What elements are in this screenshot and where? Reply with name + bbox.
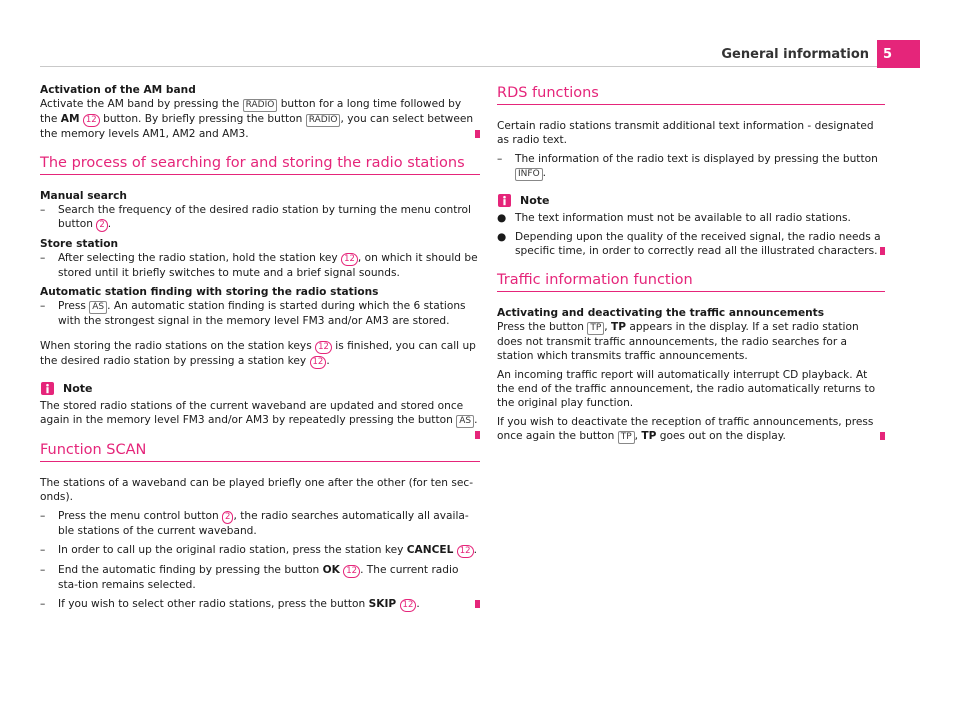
info-icon	[497, 193, 512, 208]
menu-control-ref: 2	[96, 219, 107, 232]
list-item: – After selecting the radio station, hold the station key 12 , on which it should be stored until it briefly switches to mute and a brief signal sounds.	[40, 252, 478, 279]
tp-key: TP	[587, 322, 604, 335]
list-item: – In order to call up the original radio station, press the station key CANCEL 12 .	[40, 544, 477, 556]
list-item: – End the automatic finding by pressing the button OK 12 . The current radio sta-tion remains selected.	[40, 564, 459, 591]
list-item: – If you wish to select other radio stations, press the button SKIP 12 .	[40, 597, 480, 612]
list-item: ● Depending upon the quality of the received signal, the radio needs a specific time, in order to correctly read all the illustrated characters.	[497, 230, 885, 258]
info-icon	[40, 381, 55, 396]
section-end-mark	[880, 247, 885, 255]
list-item: – Search the frequency of the desired radio station by turning the menu control button 2 .	[40, 204, 471, 230]
page-header	[721, 40, 920, 68]
recall-paragraph: When storing the radio stations on the station keys 12 is finished, you can call up the desired radio station by pressing a station key 12 .	[40, 340, 476, 367]
section-title-rds: RDS functions	[497, 86, 885, 105]
am-paragraph: Activate the AM band by pressing the RADIO button for a long time followed by the AM 12 button. By briefly pressing the button RADIO , you can select between the memory levels AM1, AM2 and AM3.	[40, 97, 480, 141]
am-heading: Activation of the AM band	[40, 84, 196, 96]
traffic-p1: Press the button TP , TP appears in the display. If a set radio station does not transmit traffic announcements, the radio searches for a station which transmits traffic announcements.	[497, 321, 859, 362]
list-item: – Press AS . An automatic station finding is started during which the 6 stations with the strongest signal in the memory level FM3 and/or AM3 are stored.	[40, 300, 466, 327]
section-end-mark	[475, 600, 480, 608]
list-item: – The information of the radio text is displayed by pressing the button INFO .	[497, 153, 878, 179]
station-key-ref: 12	[83, 114, 100, 127]
list-item: – Press the menu control button 2 , the radio searches automatically all availa-ble stations of the current waveband.	[40, 510, 469, 537]
header-title: General information	[721, 46, 869, 62]
auto-find-heading: Automatic station finding with storing the radio stations	[40, 286, 379, 298]
as-key: AS	[89, 301, 107, 314]
section-end-mark	[475, 431, 480, 439]
traffic-p3: If you wish to deactivate the reception of traffic announcements, press once again the button TP , TP goes out on the display.	[497, 415, 885, 444]
store-station-heading: Store station	[40, 238, 119, 250]
list-item: ● The text information must not be available to all radio stations.	[497, 212, 851, 224]
info-key: INFO	[515, 168, 543, 181]
note-header: Note	[40, 381, 480, 396]
traffic-heading: Activating and deactivating the traffic announcements	[497, 307, 825, 319]
scan-intro: The stations of a waveband can be played briefly one after the other (for ten sec-onds).	[40, 477, 474, 503]
radio-key: RADIO	[243, 99, 278, 112]
manual-search-heading: Manual search	[40, 190, 127, 202]
section-title-search-store: The process of searching for and storing the radio stations	[40, 156, 480, 175]
left-column	[40, 83, 480, 617]
section-title-traffic: Traffic information function	[497, 273, 885, 292]
page-number: 5	[877, 40, 920, 68]
traffic-p2: An incoming traffic report will automatically interrupt CD playback. At the end of the traffic announcement, the radio automatically returns to the original play function.	[497, 369, 876, 409]
note-header: Note	[497, 193, 885, 208]
tp-key: TP	[618, 431, 635, 444]
radio-key: RADIO	[306, 114, 341, 127]
rds-intro: Certain radio stations transmit additional text information - designated as radio text.	[497, 120, 874, 146]
section-end-mark	[880, 432, 885, 440]
right-column	[497, 83, 885, 449]
section-end-mark	[475, 130, 480, 138]
section-title-scan: Function SCAN	[40, 443, 480, 462]
note-text: The stored radio stations of the current waveband are updated and stored once again in the memory level FM3 and/or AM3 by repeatedly pressing the button AS .	[40, 399, 480, 428]
